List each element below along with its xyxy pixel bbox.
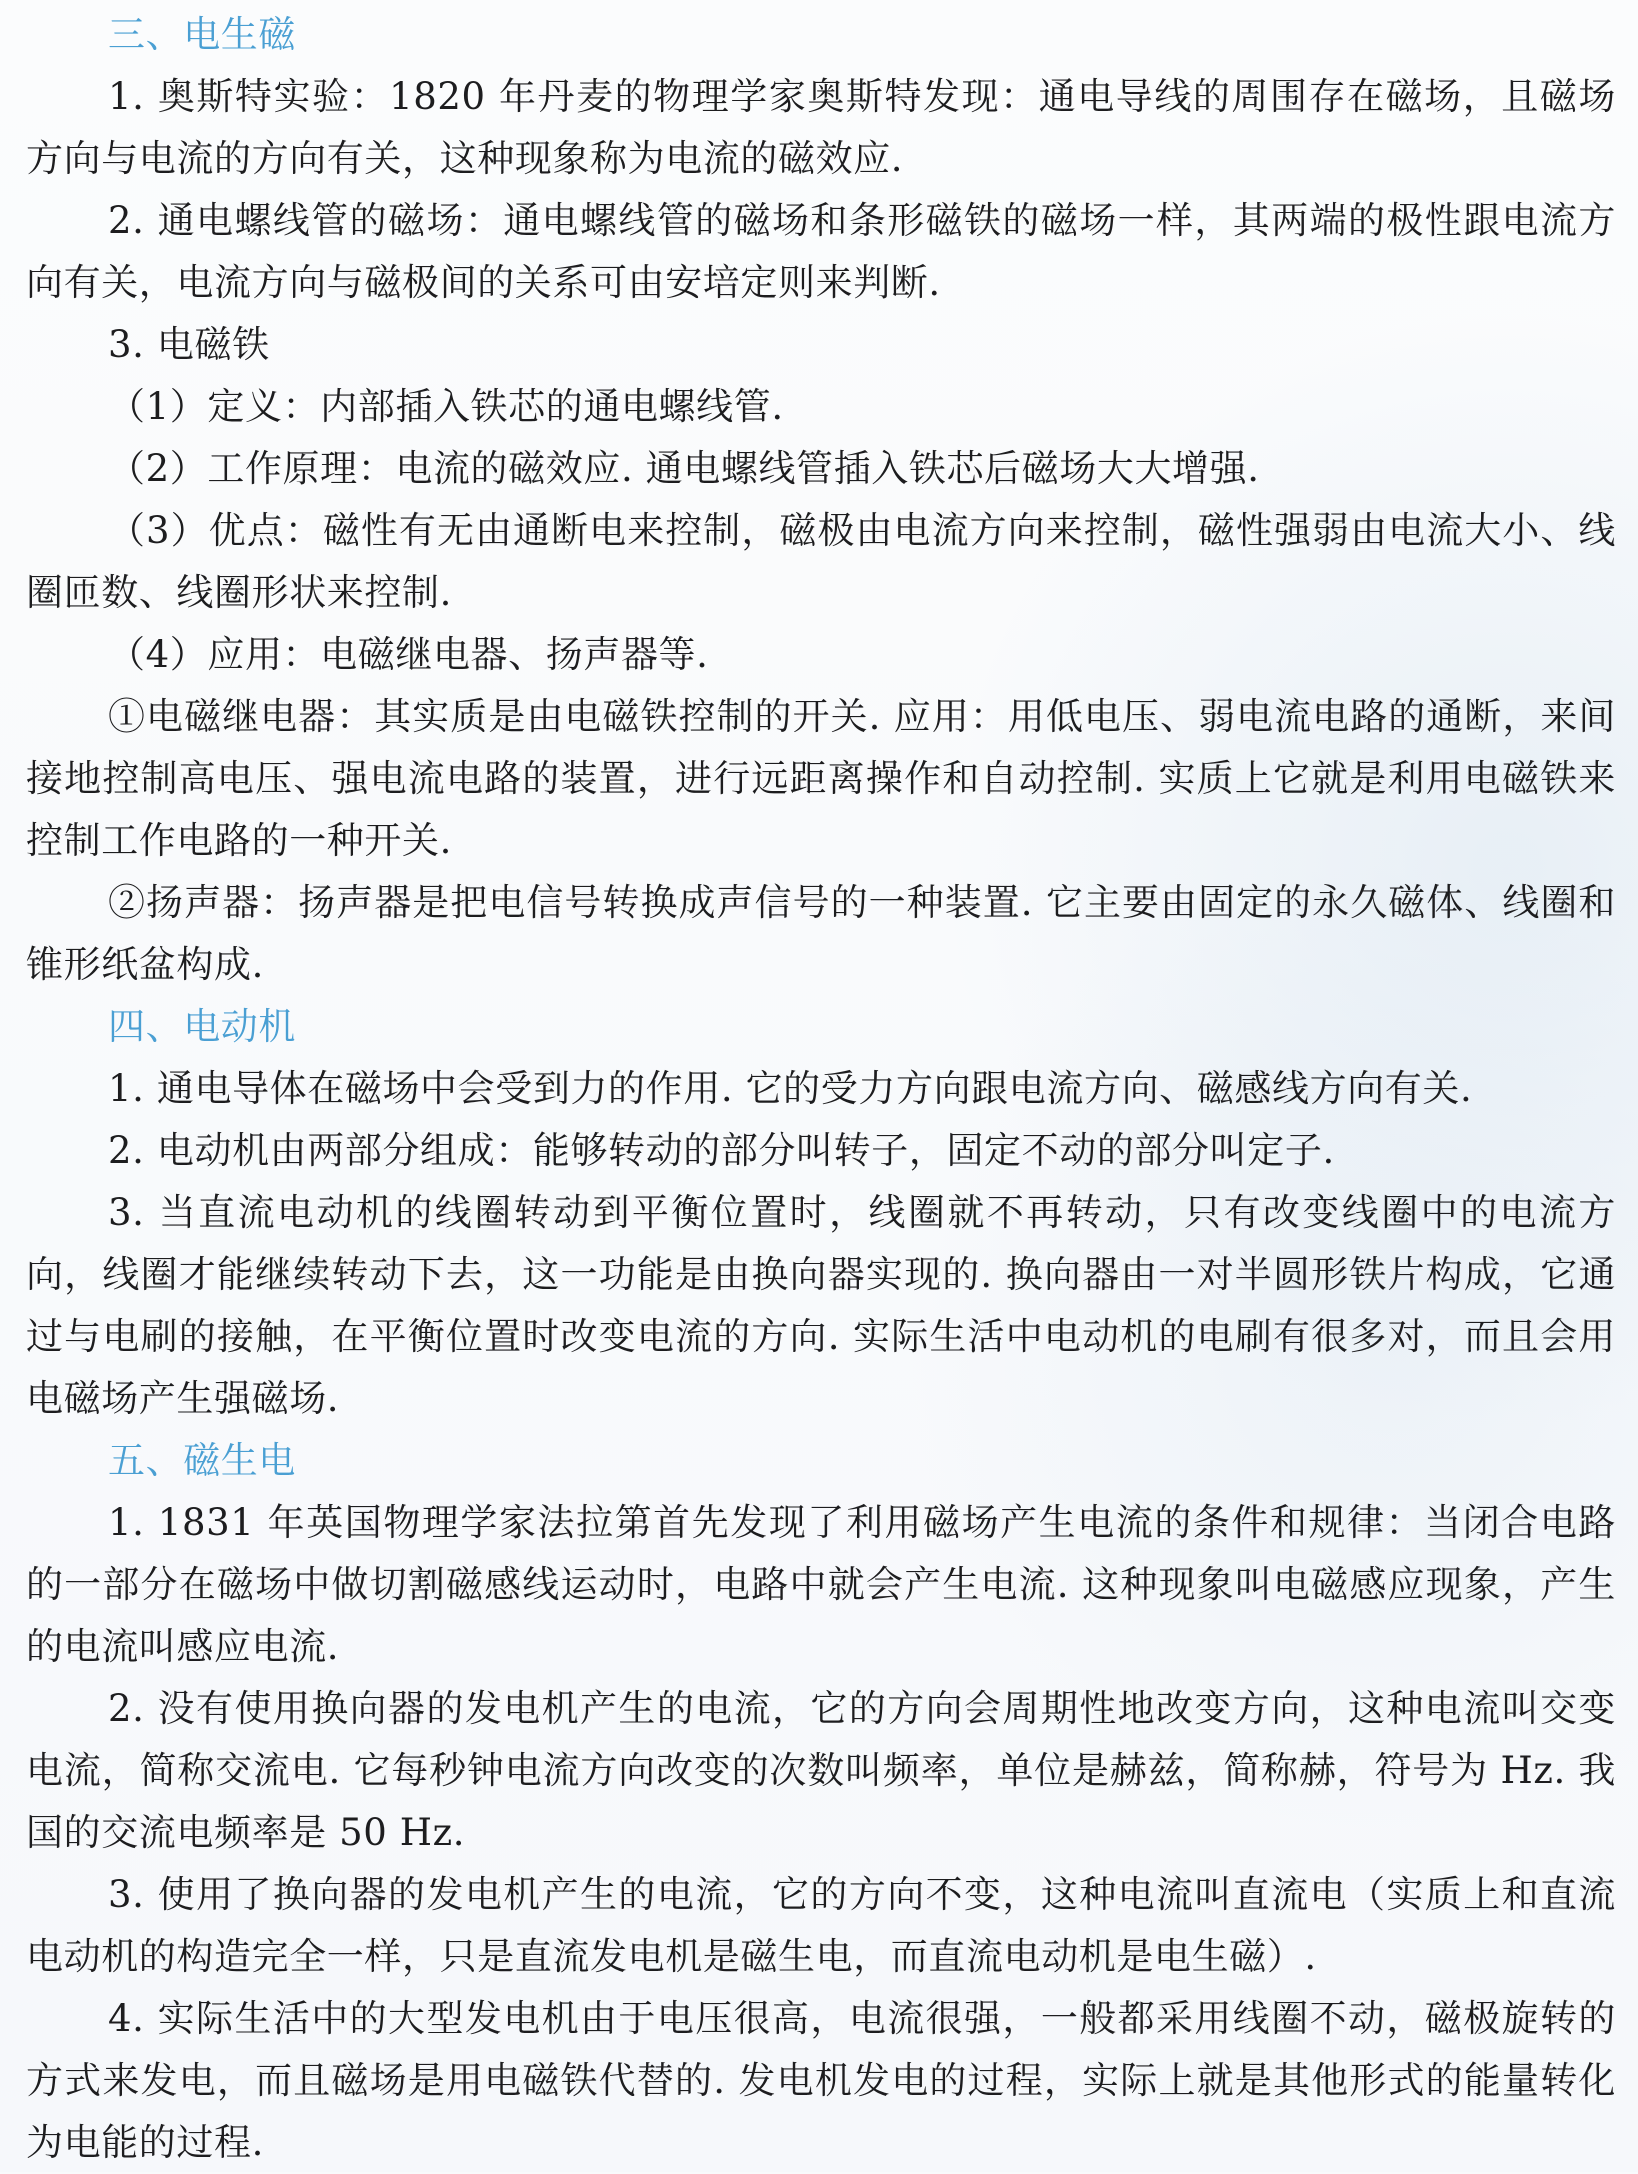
paragraph-solenoid-field: 2. 通电螺线管的磁场：通电螺线管的磁场和条形磁铁的磁场一样，其两端的极性跟电流方向有关，电流方向与磁极间的关系可由安培定则来判断.: [26, 199, 1616, 304]
paragraph-relay: ①电磁继电器：其实质是由电磁铁控制的开关. 应用：用低电压、弱电流电路的通断，来间接地控制高电压、强电流电路的装置，进行远距离操作和自动控制. 实质上它就是利用电磁铁来控制工作电路的一种开关.: [26, 695, 1616, 862]
paragraph-large-generator: 4. 实际生活中的大型发电机由于电压很高，电流很强，一般都采用线圈不动，磁极旋转的方式来发电，而且磁场是用电磁铁代替的. 发电机发电的过程，实际上就是其他形式的能量转化为电能的过程.: [26, 1997, 1616, 2164]
paragraph-electromagnet-advantages: （3）优点：磁性有无由通断电来控制，磁极由电流方向来控制，磁性强弱由电流大小、线圈匝数、线圈形状来控制.: [26, 509, 1616, 614]
paragraph-direct-current: 3. 使用了换向器的发电机产生的电流，它的方向不变，这种电流叫直流电（实质上和直流电动机的构造完全一样，只是直流发电机是磁生电，而直流电动机是电生磁）.: [26, 1873, 1616, 1978]
paragraph-alternating-current: 2. 没有使用换向器的发电机产生的电流，它的方向会周期性地改变方向，这种电流叫交变电流，简称交流电. 它每秒钟电流方向改变的次数叫频率，单位是赫兹，简称赫，符号为 Hz. 我国的交流电频率是 50 Hz.: [26, 1687, 1616, 1854]
section-heading-electricity-to-magnetism: 三、电生磁: [108, 13, 296, 56]
paragraph-motor-parts: 2. 电动机由两部分组成：能够转动的部分叫转子，固定不动的部分叫定子.: [108, 1129, 1335, 1172]
paragraph-commutator: 3. 当直流电动机的线圈转动到平衡位置时，线圈就不再转动，只有改变线圈中的电流方向，线圈才能继续转动下去，这一功能是由换向器实现的. 换向器由一对半圆形铁片构成，它通过与电刷的接触，在平衡位置时改变电流的方向. 实际生活中电动机的电刷有很多对，而且会用电磁场产生强磁场.: [26, 1191, 1616, 1420]
paragraph-faraday: 1. 1831 年英国物理学家法拉第首先发现了利用磁场产生电流的条件和规律：当闭合电路的一部分在磁场中做切割磁感线运动时，电路中就会产生电流. 这种现象叫电磁感应现象，产生的电流叫感应电流.: [26, 1501, 1616, 1668]
paragraph-electromagnet-applications: （4）应用：电磁继电器、扬声器等.: [108, 633, 709, 676]
paragraph-electromagnet-principle: （2）工作原理：电流的磁效应. 通电螺线管插入铁芯后磁场大大增强.: [108, 447, 1260, 490]
section-heading-magnetism-to-electricity: 五、磁生电: [108, 1439, 296, 1482]
section-heading-motor: 四、电动机: [108, 1005, 296, 1048]
page-content: [26, 4, 1616, 2174]
paragraph-speaker: ②扬声器：扬声器是把电信号转换成声信号的一种装置. 它主要由固定的永久磁体、线圈和锥形纸盆构成.: [26, 881, 1616, 986]
paragraph-force-on-conductor: 1. 通电导体在磁场中会受到力的作用. 它的受力方向跟电流方向、磁感线方向有关.: [108, 1067, 1473, 1110]
paragraph-oersted-experiment: 1. 奥斯特实验：1820 年丹麦的物理学家奥斯特发现：通电导线的周围存在磁场，且磁场方向与电流的方向有关，这种现象称为电流的磁效应.: [26, 75, 1616, 180]
paragraph-electromagnet-title: 3. 电磁铁: [108, 323, 270, 366]
paragraph-electromagnet-definition: （1）定义：内部插入铁芯的通电螺线管.: [108, 385, 784, 428]
